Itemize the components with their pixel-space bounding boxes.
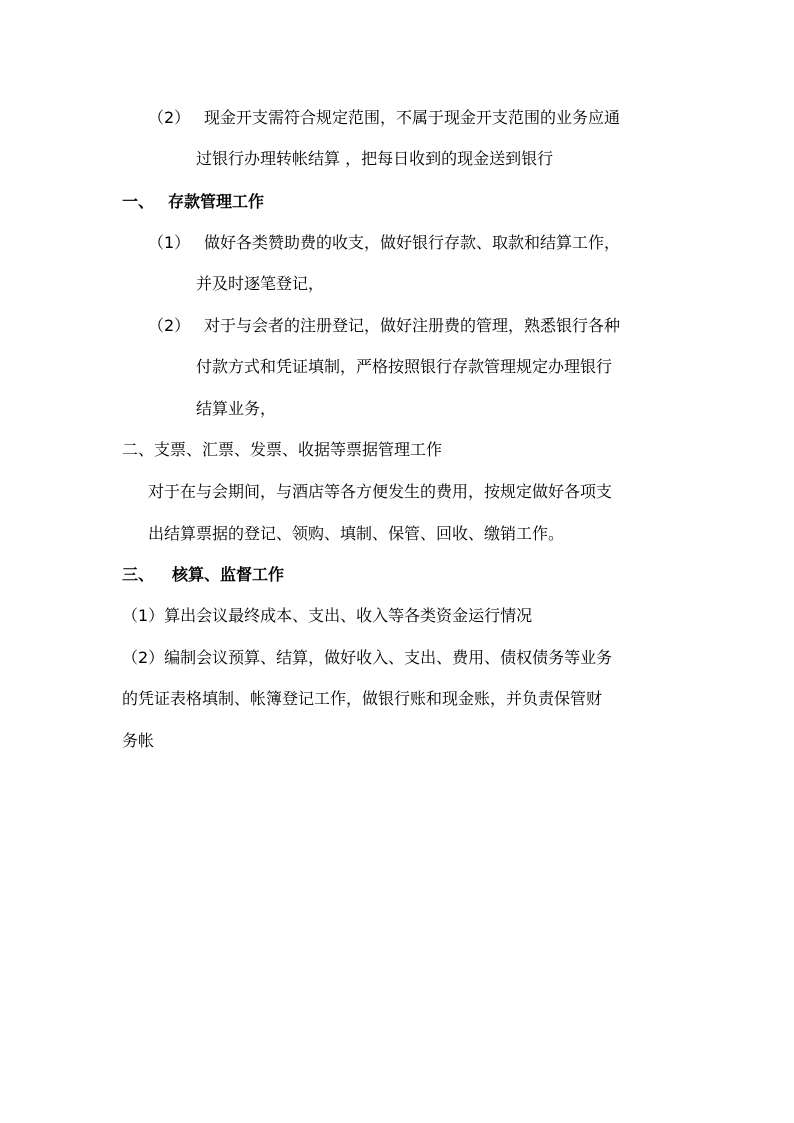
deposit-item-1-text-1: 做好各类赞助费的收支，做好银行存款、取款和结算工作， bbox=[204, 233, 621, 252]
deposit-item-2-label: （2） bbox=[148, 316, 191, 335]
deposit-item-1-label: （1） bbox=[148, 233, 191, 252]
accounting-item-2-line-2: 的凭证表格填制、帐簿登记工作，做银行账和现金账，并负责保管财 bbox=[122, 689, 603, 708]
cash-item-2-line-2: 过银行办理转帐结算 ，把每日收到的现金送到银行 bbox=[196, 149, 554, 168]
deposit-item-1-line-1 bbox=[148, 233, 620, 253]
accounting-heading-number: 三、 bbox=[122, 565, 155, 584]
accounting-item-2-line-3: 务帐 bbox=[122, 731, 155, 750]
accounting-item-2-line-1: （2）编制会议预算、结算，做好收入、支出、费用、债权债务等业务 bbox=[122, 648, 613, 667]
deposit-heading-text: 存款管理工作 bbox=[168, 192, 265, 211]
deposit-item-2-line-2: 付款方式和凭证填制，严格按照银行存款管理规定办理银行 bbox=[196, 357, 613, 376]
accounting-heading-text: 核算、监督工作 bbox=[172, 565, 285, 584]
deposit-item-1-line-2: 并及时逐笔登记， bbox=[196, 274, 325, 293]
accounting-item-1: （1）算出会议最终成本、支出、收入等各类资金运行情况 bbox=[122, 606, 533, 625]
bills-paragraph-line-1: 对于在与会期间，与酒店等各方便发生的费用，按规定做好各项支 bbox=[148, 482, 613, 501]
bills-heading: 二、支票、汇票、发票、收据等票据管理工作 bbox=[122, 440, 443, 459]
cash-item-2-text-1: 现金开支需符合规定范围，不属于现金开支范围的业务应通 bbox=[204, 108, 621, 127]
cash-item-2-line-1 bbox=[148, 108, 620, 128]
deposit-heading bbox=[122, 192, 264, 212]
deposit-item-2-text-1: 对于与会者的注册登记，做好注册费的管理，熟悉银行各种 bbox=[204, 316, 621, 335]
cash-item-2-label: （2） bbox=[148, 108, 191, 127]
deposit-heading-number: 一、 bbox=[122, 192, 155, 211]
deposit-item-2-line-1 bbox=[148, 316, 620, 336]
accounting-heading bbox=[122, 565, 284, 585]
deposit-item-2-line-3: 结算业务， bbox=[196, 399, 277, 418]
bills-paragraph-line-2: 出结算票据的登记、领购、填制、保管、回收、缴销工作。 bbox=[148, 524, 565, 543]
